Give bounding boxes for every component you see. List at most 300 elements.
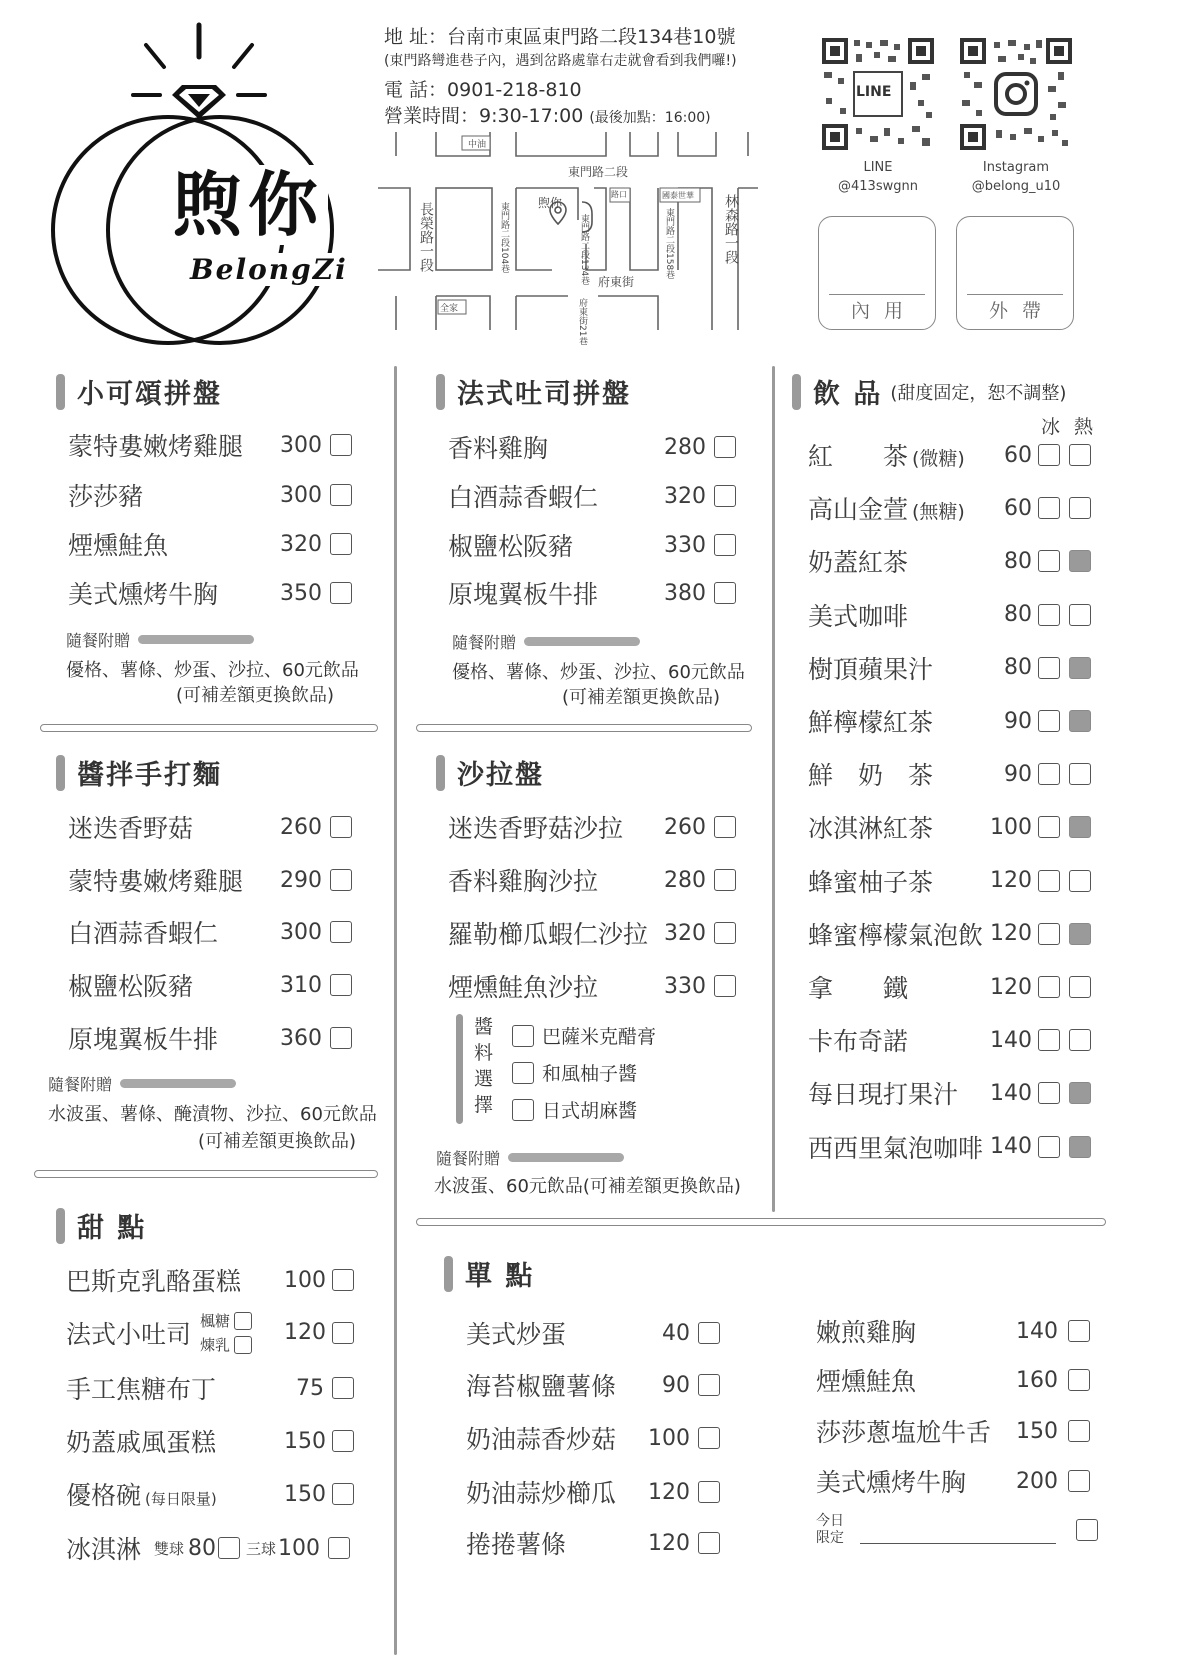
order-checkbox[interactable]	[330, 921, 352, 943]
drink-name-wrap	[808, 437, 990, 473]
map-shop-label: 煦你	[538, 196, 563, 210]
drink-price: 80	[1004, 602, 1032, 628]
order-checkbox[interactable]	[714, 436, 736, 458]
order-checkbox[interactable]	[714, 869, 736, 891]
drink-name-wrap	[808, 490, 990, 526]
ice-checkbox[interactable]	[1038, 870, 1060, 892]
option-label: 三球	[246, 1539, 277, 1558]
gift-bar	[524, 637, 640, 646]
order-checkbox[interactable]	[714, 582, 736, 604]
option-checkbox[interactable]	[218, 1537, 240, 1559]
title-bar	[792, 374, 801, 410]
order-checkbox[interactable]	[714, 975, 736, 997]
drink-item	[808, 863, 1091, 899]
menu-item	[466, 1420, 720, 1456]
drink-name-wrap	[808, 809, 990, 845]
ice-checkbox[interactable]	[1038, 1082, 1060, 1104]
drink-price: 120	[990, 868, 1032, 894]
menu-item	[466, 1525, 720, 1561]
order-checkbox[interactable]	[330, 484, 352, 506]
drink-name-wrap	[808, 916, 990, 952]
instagram-caption	[954, 158, 1078, 196]
drink-price: 80	[1004, 548, 1032, 574]
noodle-gift-label	[48, 1072, 236, 1095]
item-name: 冰淇淋	[66, 1535, 142, 1564]
item-name: 奶蓋戚風蛋糕	[66, 1428, 217, 1457]
sauce-option	[512, 1096, 637, 1123]
drink-item	[808, 1129, 1091, 1165]
drink-name-wrap	[808, 863, 990, 899]
dine-in-label: 內用	[850, 300, 917, 322]
item-name: 羅勒櫛瓜蝦仁沙拉	[448, 920, 649, 949]
menu-item	[66, 1423, 354, 1459]
item-name: 白酒蒜香蝦仁	[448, 483, 599, 512]
order-checkbox[interactable]	[332, 1322, 354, 1344]
col-ice-label: 冰	[1041, 416, 1061, 438]
order-checkbox[interactable]	[698, 1427, 720, 1449]
order-checkbox[interactable]	[330, 869, 352, 891]
drink-item	[808, 969, 1091, 1005]
ice-checkbox[interactable]	[1038, 1136, 1060, 1158]
title-text: 小可頌拼盤	[77, 379, 222, 410]
drink-price: 60	[1004, 442, 1032, 468]
order-checkbox[interactable]	[714, 816, 736, 838]
drink-name-wrap	[808, 543, 990, 579]
drink-name: 奶蓋紅茶	[808, 548, 909, 578]
line-id: @413swgnn	[838, 179, 918, 194]
order-checkbox[interactable]	[330, 582, 352, 604]
item-name: 優格碗	[66, 1481, 142, 1510]
column-divider-right	[772, 366, 775, 1212]
order-checkbox[interactable]	[698, 1481, 720, 1503]
menu-item	[68, 575, 352, 611]
drink-name-wrap	[808, 650, 990, 686]
drink-name-wrap	[808, 969, 990, 1005]
croissant-gift-text: 優格、薯條、炒蛋、沙拉、60元飲品	[66, 660, 359, 681]
map-alley2: 東門路二段134巷	[579, 214, 589, 286]
drink-price: 140	[990, 1080, 1032, 1106]
item-price: 310	[280, 972, 322, 998]
line-logo-text: LINE	[856, 84, 892, 100]
menu-item	[466, 1315, 720, 1351]
item-name: 美式燻烤牛胸	[68, 580, 219, 609]
toast-gift-label	[452, 630, 640, 653]
brand-logo	[40, 15, 370, 355]
takeout-divider	[967, 294, 1063, 295]
item-price: 300	[280, 919, 322, 945]
item-price: 290	[280, 867, 322, 893]
sauce-label: 醬料選擇	[474, 1016, 494, 1116]
item-price: 75	[296, 1375, 324, 1401]
drink-name-wrap	[808, 703, 990, 739]
item-price: 330	[664, 532, 706, 558]
order-checkbox[interactable]	[330, 974, 352, 996]
item-name: 手工焦糖布丁	[66, 1375, 217, 1404]
option-label: 雙球	[154, 1539, 185, 1558]
gift-label-text: 隨餐附贈	[452, 633, 517, 652]
item-price: 300	[280, 482, 322, 508]
croissant-gift-note: (可補差額更換飲品)	[176, 685, 335, 706]
item-price: 280	[664, 867, 706, 893]
ice-checkbox[interactable]	[1038, 710, 1060, 732]
item-price: 260	[280, 814, 322, 840]
ice-checkbox[interactable]	[1038, 497, 1060, 519]
item-name: 椒鹽松阪豬	[68, 972, 194, 1001]
item-name: 海苔椒鹽薯條	[466, 1372, 617, 1401]
drink-name-wrap	[808, 1129, 990, 1165]
drink-sub: (無糖)	[912, 501, 965, 524]
takeout-label: 外帶	[988, 300, 1055, 322]
drink-price: 120	[990, 974, 1032, 1000]
drink-name-wrap	[808, 597, 990, 633]
menu-item	[448, 915, 736, 951]
order-checkbox[interactable]	[330, 533, 352, 555]
item-price: 320	[280, 531, 322, 557]
order-checkbox[interactable]	[714, 534, 736, 556]
menu-item	[68, 862, 352, 898]
menu-item	[448, 809, 736, 845]
title-text: 甜 點	[77, 1213, 147, 1244]
brand-name-en: BelongZi	[190, 253, 348, 286]
salad-gift-label	[436, 1146, 624, 1169]
drink-name: 卡布奇諾	[808, 1027, 909, 1057]
menu-item	[816, 1463, 1090, 1499]
option-label: 楓糖	[200, 1312, 231, 1330]
drink-item	[808, 597, 1091, 633]
menu-item	[466, 1367, 720, 1403]
drink-name: 美式咖啡	[808, 601, 909, 631]
sauce-checkbox[interactable]	[512, 1099, 534, 1121]
item-name: 莎莎蔥塩尬牛舌	[816, 1418, 992, 1447]
item-name: 蒙特婁嫩烤雞腿	[68, 432, 244, 461]
order-checkbox[interactable]	[332, 1269, 354, 1291]
menu-item	[66, 1370, 354, 1406]
hot-checkbox[interactable]	[1069, 976, 1091, 998]
map-road-left: 長榮路一段	[418, 202, 434, 272]
drink-name: 高山金萱	[808, 495, 909, 525]
sauce-name: 和風柚子醬	[542, 1063, 638, 1085]
hot-checkbox[interactable]	[1069, 763, 1091, 785]
menu-item	[448, 527, 736, 563]
section-title-drinks	[792, 372, 1066, 411]
item-name: 白酒蒜香蝦仁	[68, 919, 219, 948]
menu-item	[68, 967, 352, 1003]
hot-checkbox[interactable]	[1069, 497, 1091, 519]
toast-gift-text: 優格、薯條、炒蛋、沙拉、60元飲品	[452, 662, 745, 683]
menu-item	[66, 1530, 350, 1566]
item-name: 原塊翼板牛排	[68, 1025, 219, 1054]
sauce-name: 日式胡麻醬	[542, 1100, 638, 1122]
map-alley1: 東門路二段104巷	[499, 202, 509, 274]
gift-bar	[508, 1153, 624, 1162]
menu-item	[68, 526, 352, 562]
title-text: 法式吐司拼盤	[457, 379, 631, 410]
drink-sub: (微糖)	[912, 448, 965, 470]
toast-options	[200, 1310, 284, 1355]
item-name: 莎莎豬	[68, 482, 144, 511]
order-checkbox[interactable]	[698, 1532, 720, 1554]
option-checkbox[interactable]	[328, 1537, 350, 1559]
section-title-single	[444, 1254, 534, 1293]
order-checkbox[interactable]	[698, 1374, 720, 1396]
drink-item	[808, 650, 1091, 686]
hours-note: (最後加點：16:00)	[589, 110, 711, 126]
menu-item	[68, 477, 352, 513]
drink-price: 120	[990, 921, 1032, 947]
option-row	[200, 1310, 284, 1331]
brand-name-zh: 煦你	[168, 165, 328, 245]
item-name: 法式小吐司	[66, 1319, 192, 1349]
section-divider	[416, 724, 752, 732]
title-text: 沙拉盤	[457, 760, 544, 791]
order-checkbox[interactable]	[1068, 1470, 1090, 1492]
item-name: 煙燻鮭魚沙拉	[448, 973, 599, 1002]
item-name: 奶油蒜香炒菇	[466, 1425, 617, 1454]
item-price: 300	[280, 432, 322, 458]
salad-gift-text: 水波蛋、60元飲品(可補差額更換飲品)	[434, 1176, 741, 1197]
ice-checkbox[interactable]	[1038, 923, 1060, 945]
drink-name: 鮮檸檬紅茶	[808, 708, 934, 737]
drink-name-wrap	[808, 1022, 990, 1058]
drink-price: 140	[990, 1027, 1032, 1053]
col-hot-label: 熱	[1074, 416, 1094, 438]
location-map	[378, 132, 778, 364]
limited-item	[816, 1513, 1098, 1547]
menu-item	[816, 1313, 1090, 1349]
title-bar	[436, 755, 445, 791]
title-text: 醬拌手打麵	[77, 760, 222, 791]
order-checkbox[interactable]	[1068, 1369, 1090, 1391]
order-checkbox[interactable]	[332, 1430, 354, 1452]
drink-price: 90	[1004, 761, 1032, 787]
section-divider	[40, 724, 378, 732]
drink-name: 西西里氣泡咖啡	[808, 1133, 984, 1163]
drink-name: 拿 鐵	[808, 974, 909, 1003]
hot-checkbox[interactable]	[1069, 1029, 1091, 1051]
drink-item	[808, 1075, 1091, 1111]
drinks-note: (甜度固定，恕不調整)	[890, 382, 1067, 404]
menu-item	[466, 1474, 720, 1510]
drink-name: 樹頂蘋果汁	[808, 654, 934, 684]
item-price: 120	[284, 1320, 326, 1345]
drink-name-wrap	[808, 756, 990, 792]
hot-unavailable-box	[1069, 657, 1091, 679]
hot-unavailable-box	[1069, 710, 1091, 732]
section-title-noodle	[56, 753, 222, 792]
option-row	[200, 1334, 284, 1355]
drink-name: 蜂蜜檸檬氣泡飲	[808, 920, 984, 950]
item-price: 320	[664, 483, 706, 509]
sauce-checkbox[interactable]	[512, 1025, 534, 1047]
item-price: 120	[648, 1530, 690, 1556]
title-bar	[56, 374, 65, 410]
item-name: 巴斯克乳酪蛋糕	[66, 1267, 242, 1296]
item-price: 40	[662, 1320, 690, 1346]
order-checkbox[interactable]	[698, 1322, 720, 1344]
drink-price: 100	[990, 814, 1032, 840]
section-title-salad	[436, 753, 544, 792]
noodle-gift-text: 水波蛋、薯條、醃漬物、沙拉、60元飲品	[48, 1104, 377, 1125]
order-checkbox[interactable]	[330, 816, 352, 838]
option-checkbox[interactable]	[234, 1312, 252, 1330]
drink-name: 鮮 奶 茶	[808, 761, 934, 791]
gift-label-text: 隨餐附贈	[66, 631, 131, 650]
item-price: 90	[662, 1372, 690, 1398]
drink-price: 140	[990, 1134, 1032, 1160]
menu-item	[448, 862, 736, 898]
item-name: 香料雞胸	[448, 434, 549, 463]
order-checkbox[interactable]	[714, 922, 736, 944]
menu-item	[448, 968, 736, 1004]
item-name: 奶油蒜炒櫛瓜	[466, 1479, 617, 1508]
line-caption-name: LINE	[863, 160, 893, 175]
menu-item	[816, 1362, 1090, 1398]
map-lm-right: 國泰世華	[662, 191, 694, 200]
gift-bar	[120, 1079, 236, 1088]
address: 地 址：台南市東區東門路二段134巷10號	[384, 26, 736, 48]
dine-in-divider	[829, 294, 925, 295]
line-caption	[822, 158, 934, 196]
menu-item	[448, 478, 736, 514]
drink-item	[808, 437, 1091, 473]
order-checkbox[interactable]	[330, 434, 352, 456]
ice-checkbox[interactable]	[1038, 1029, 1060, 1051]
menu-item	[66, 1310, 354, 1355]
ice-checkbox[interactable]	[1038, 444, 1060, 466]
ice-checkbox[interactable]	[1038, 816, 1060, 838]
hot-unavailable-box	[1069, 550, 1091, 572]
instagram-id: @belong_u10	[971, 179, 1061, 194]
item-name: 嫩煎雞胸	[816, 1318, 917, 1347]
order-checkbox[interactable]	[1068, 1420, 1090, 1442]
ice-checkbox[interactable]	[1038, 763, 1060, 785]
order-checkbox[interactable]	[332, 1377, 354, 1399]
gift-bar	[138, 635, 254, 644]
option-checkbox[interactable]	[234, 1336, 252, 1354]
instagram-qr-code[interactable]	[960, 38, 1072, 150]
item-price: 320	[664, 920, 706, 946]
item-price: 150	[284, 1428, 326, 1454]
drink-price: 60	[1004, 495, 1032, 521]
order-checkbox[interactable]	[1076, 1519, 1098, 1541]
ice-checkbox[interactable]	[1038, 657, 1060, 679]
title-text: 飲 品	[813, 379, 883, 410]
instagram-caption-name: Instagram	[982, 160, 1050, 175]
address-note: (東門路彎進巷子內，遇到岔路處靠右走就會看到我們囉!)	[384, 53, 737, 69]
gift-label-text: 隨餐附贈	[48, 1075, 113, 1094]
item-price: 360	[280, 1025, 322, 1051]
drink-name-wrap	[808, 1075, 990, 1111]
ice-checkbox[interactable]	[1038, 550, 1060, 572]
item-price: 160	[1016, 1367, 1058, 1393]
item-price: 100	[648, 1425, 690, 1451]
section-divider	[416, 1218, 1106, 1226]
map-street-bottom: 府東街	[598, 275, 635, 289]
order-checkbox[interactable]	[332, 1483, 354, 1505]
item-name: 煙燻鮭魚	[816, 1367, 917, 1396]
item-name-wrap	[66, 1476, 284, 1512]
sauce-option	[512, 1022, 656, 1049]
map-lm-bottom: 全家	[440, 304, 459, 314]
drink-price: 80	[1004, 655, 1032, 681]
hot-unavailable-box	[1069, 816, 1091, 838]
title-text: 單 點	[465, 1261, 535, 1292]
section-title-dessert	[56, 1206, 146, 1245]
sauce-checkbox[interactable]	[512, 1062, 534, 1084]
item-name: 蒙特婁嫩烤雞腿	[68, 867, 244, 896]
phone: 電 話：0901-218-810	[384, 79, 582, 101]
dine-in-box[interactable]	[818, 216, 936, 330]
item-price: 150	[1016, 1418, 1058, 1444]
item-price: 140	[1016, 1318, 1058, 1344]
map-alley3: 東門路二段158巷	[664, 208, 674, 280]
hot-unavailable-box	[1069, 1136, 1091, 1158]
title-bar	[56, 755, 65, 791]
sauce-name: 巴薩米克醋膏	[542, 1026, 657, 1048]
item-name: 捲捲薯條	[466, 1530, 567, 1559]
order-checkbox[interactable]	[1068, 1320, 1090, 1342]
menu-item	[68, 914, 352, 950]
item-name: 美式燻烤牛胸	[816, 1468, 967, 1497]
menu-item	[816, 1413, 1090, 1449]
item-name: 香料雞胸沙拉	[448, 867, 599, 896]
title-bar	[444, 1256, 453, 1292]
menu-item	[68, 427, 352, 463]
menu-item	[68, 1020, 352, 1056]
hot-checkbox[interactable]	[1069, 870, 1091, 892]
item-price: 80	[188, 1535, 217, 1561]
ice-checkbox[interactable]	[1038, 976, 1060, 998]
hot-checkbox[interactable]	[1069, 444, 1091, 466]
limited-write-line[interactable]	[860, 1517, 1056, 1544]
map-lm-mid: 路口	[611, 190, 627, 199]
sauce-bar	[456, 1014, 463, 1124]
drink-name: 紅 茶	[808, 442, 909, 471]
drink-name: 每日現打果汁	[808, 1080, 959, 1110]
map-road-top: 東門路二段	[568, 165, 629, 179]
hot-checkbox[interactable]	[1069, 604, 1091, 626]
menu-item	[448, 429, 736, 465]
item-name: 原塊翼板牛排	[448, 580, 599, 609]
menu-item	[448, 575, 736, 611]
item-name: 煙燻鮭魚	[68, 531, 169, 560]
menu-item	[66, 1476, 354, 1512]
menu-item	[68, 809, 352, 845]
order-checkbox[interactable]	[330, 1027, 352, 1049]
drink-item	[808, 703, 1091, 739]
gift-label-text: 隨餐附贈	[436, 1149, 501, 1168]
hot-unavailable-box	[1069, 923, 1091, 945]
option-label: 煉乳	[200, 1336, 231, 1354]
item-price: 350	[280, 580, 322, 606]
item-price: 260	[664, 814, 706, 840]
takeout-box[interactable]	[956, 216, 1074, 330]
order-checkbox[interactable]	[714, 485, 736, 507]
title-bar	[436, 374, 445, 410]
croissant-gift-label	[66, 628, 254, 651]
item-price: 100	[284, 1267, 326, 1293]
drink-item	[808, 543, 1091, 579]
map-alley4: 府東街21巷	[577, 298, 587, 346]
drink-item	[808, 756, 1091, 792]
hours-text: 營業時間：9:30-17:00	[384, 105, 584, 127]
sauce-option	[512, 1059, 637, 1086]
drink-item	[808, 809, 1091, 845]
item-price: 200	[1016, 1468, 1058, 1494]
ice-checkbox[interactable]	[1038, 604, 1060, 626]
menu-item	[66, 1262, 354, 1298]
item-name: 椒鹽松阪豬	[448, 532, 574, 561]
